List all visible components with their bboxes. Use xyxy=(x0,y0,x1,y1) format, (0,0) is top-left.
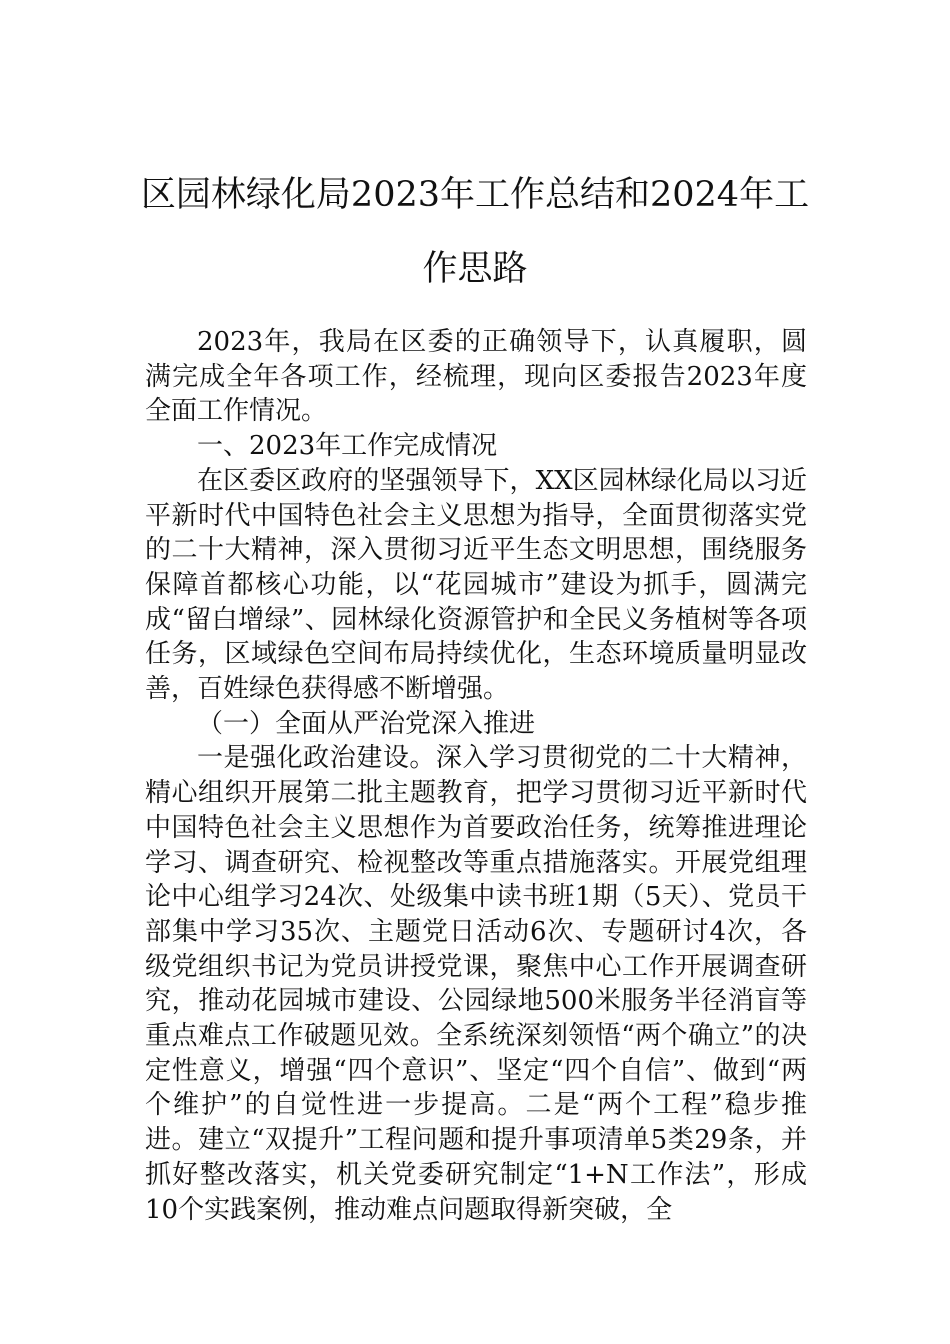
section-heading-1: 一、2023年工作完成情况 xyxy=(197,431,498,462)
document-body xyxy=(145,325,807,1227)
document-title: 区园林绿化局2023年工作总结和2024年工作思路 xyxy=(140,175,810,289)
intro-paragraph: 2023年，我局在区委的正确领导下，认真履职，圆满完成全年各项工作，经梳理，现向区委报告2023年度全面工作情况。 xyxy=(145,327,807,427)
subsection-1-paragraph: 一是强化政治建设。深入学习贯彻党的二十大精神，精心组织开展第二批主题教育，把学习贯彻习近平新时代中国特色社会主义思想作为首要政治任务，统筹推进理论学习、调查研究、检视整改等重点措施落实。开展党组理论中心组学习24次、处级集中读书班1期（5天）、党员干部集中学习35次、主题党日活动6次、专题研讨4次，各级党组织书记为党员讲授党课，聚焦中心工作开展调查研究，推动花园城市建设、公园绿地500米服务半径消盲等重点难点工作破题见效。全系统深刻领悟“两个确立”的决定性意义，增强“四个意识”、坚定“四个自信”、做到“两个维护”的自觉性进一步提高。二是“两个工程”稳步推进。建立“双提升”工程问题和提升事项清单5类29条，并抓好整改落实，机关党委研究制定“1+N工作法”，形成10个实践案例，推动难点问题取得新突破，全 xyxy=(145,743,807,1225)
subsection-heading-1: （一）全面从严治党深入推进 xyxy=(197,708,536,739)
section-1-paragraph: 在区委区政府的坚强领导下，XX区园林绿化局以习近平新时代中国特色社会主义思想为指导，全面贯彻落实党的二十大精神，深入贯彻习近平生态文明思想，围绕服务保障首都核心功能，以“花园城市”建设为抓手，圆满完成“留白增绿”、园林绿化资源管护和全民义务植树等各项任务，区域绿色空间布局持续优化，生态环境质量明显改善，百姓绿色获得感不断增强。 xyxy=(145,465,807,705)
